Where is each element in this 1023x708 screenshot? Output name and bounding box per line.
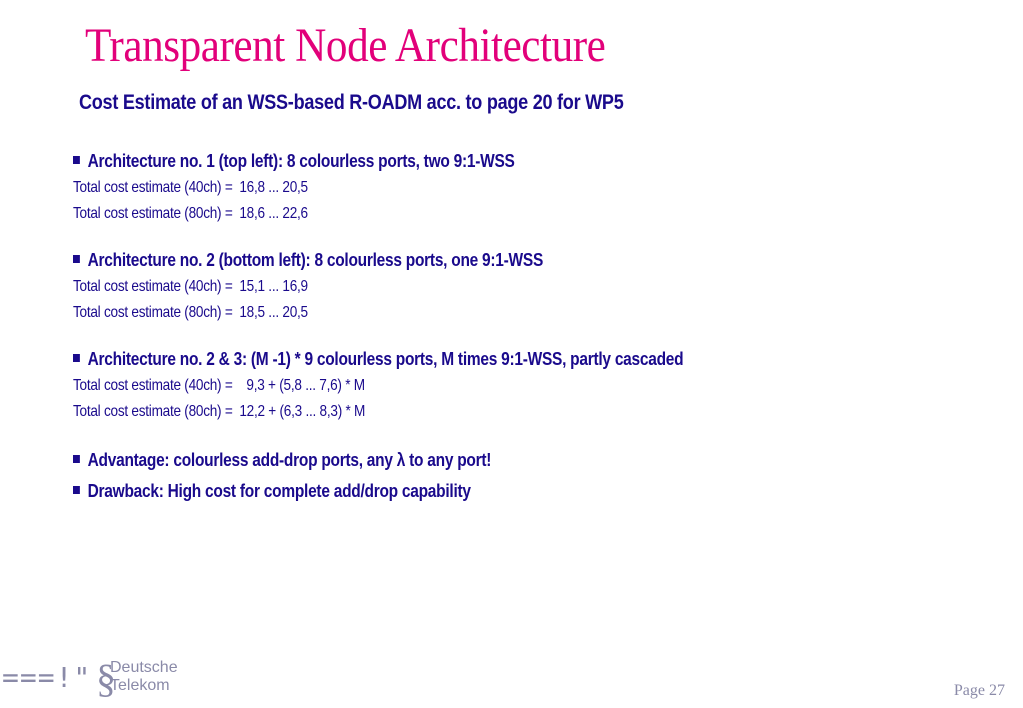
section-architecture-2-3 bbox=[73, 346, 973, 425]
bullet-square-icon bbox=[73, 486, 80, 494]
bullet-item bbox=[73, 346, 847, 373]
logo-dashes: ===!" bbox=[2, 661, 92, 694]
bullet-item bbox=[73, 247, 847, 274]
advantage-item bbox=[73, 445, 847, 476]
slide-title: Transparent Node Architecture bbox=[85, 19, 606, 72]
bullet-text: Architecture no. 1 (top left): 8 colourless ports, two 9:1-WSS bbox=[87, 151, 515, 171]
cost-line bbox=[73, 300, 838, 326]
section-architecture-1 bbox=[73, 148, 973, 227]
cost-value: 18,5 ... 20,5 bbox=[239, 304, 308, 321]
slide-content bbox=[73, 148, 973, 527]
bullet-square-icon bbox=[73, 255, 80, 263]
cost-label: Total cost estimate (40ch) = bbox=[73, 179, 233, 196]
cost-line bbox=[73, 399, 838, 425]
logo-line-1: Deutsche bbox=[110, 659, 178, 676]
slide-subtitle: Cost Estimate of an WSS-based R-OADM acc. to page 20 for WP5 bbox=[79, 91, 624, 114]
bullet-text: Architecture no. 2 & 3: (M -1) * 9 colourless ports, M times 9:1-WSS, partly cascaded bbox=[87, 349, 684, 369]
cost-line bbox=[73, 373, 838, 399]
cost-value: 9,3 + (5,8 ... 7,6) * M bbox=[239, 377, 365, 394]
cost-label: Total cost estimate (40ch) = bbox=[73, 377, 233, 394]
drawback-text: Drawback: High cost for complete add/drop capability bbox=[87, 481, 471, 501]
logo-text bbox=[110, 659, 178, 695]
cost-value: 18,6 ... 22,6 bbox=[239, 205, 308, 222]
cost-label: Total cost estimate (40ch) = bbox=[73, 278, 233, 295]
cost-value: 15,1 ... 16,9 bbox=[239, 278, 308, 295]
section-architecture-2 bbox=[73, 247, 973, 326]
bullet-square-icon bbox=[73, 354, 80, 362]
deutsche-telekom-logo bbox=[0, 655, 200, 705]
cost-label: Total cost estimate (80ch) = bbox=[73, 304, 233, 321]
cost-line bbox=[73, 274, 838, 300]
advantage-text: Advantage: colourless add-drop ports, any λ to any port! bbox=[87, 450, 492, 470]
cost-label: Total cost estimate (80ch) = bbox=[73, 403, 233, 420]
cost-line bbox=[73, 201, 838, 227]
bullet-square-icon bbox=[73, 156, 80, 164]
cost-value: 12,2 + (6,3 ... 8,3) * M bbox=[239, 403, 366, 420]
logo-line-2: Telekom bbox=[110, 677, 170, 694]
page-number: Page 27 bbox=[953, 682, 1005, 699]
logo-mark-icon: § bbox=[96, 656, 116, 701]
drawback-item bbox=[73, 476, 847, 507]
bullet-text: Architecture no. 2 (bottom left): 8 colourless ports, one 9:1-WSS bbox=[87, 250, 544, 270]
cost-line bbox=[73, 175, 838, 201]
bullet-item bbox=[73, 148, 847, 175]
cost-label: Total cost estimate (80ch) = bbox=[73, 205, 233, 222]
bullet-square-icon bbox=[73, 455, 80, 463]
cost-value: 16,8 ... 20,5 bbox=[239, 179, 308, 196]
section-summary bbox=[73, 445, 973, 507]
